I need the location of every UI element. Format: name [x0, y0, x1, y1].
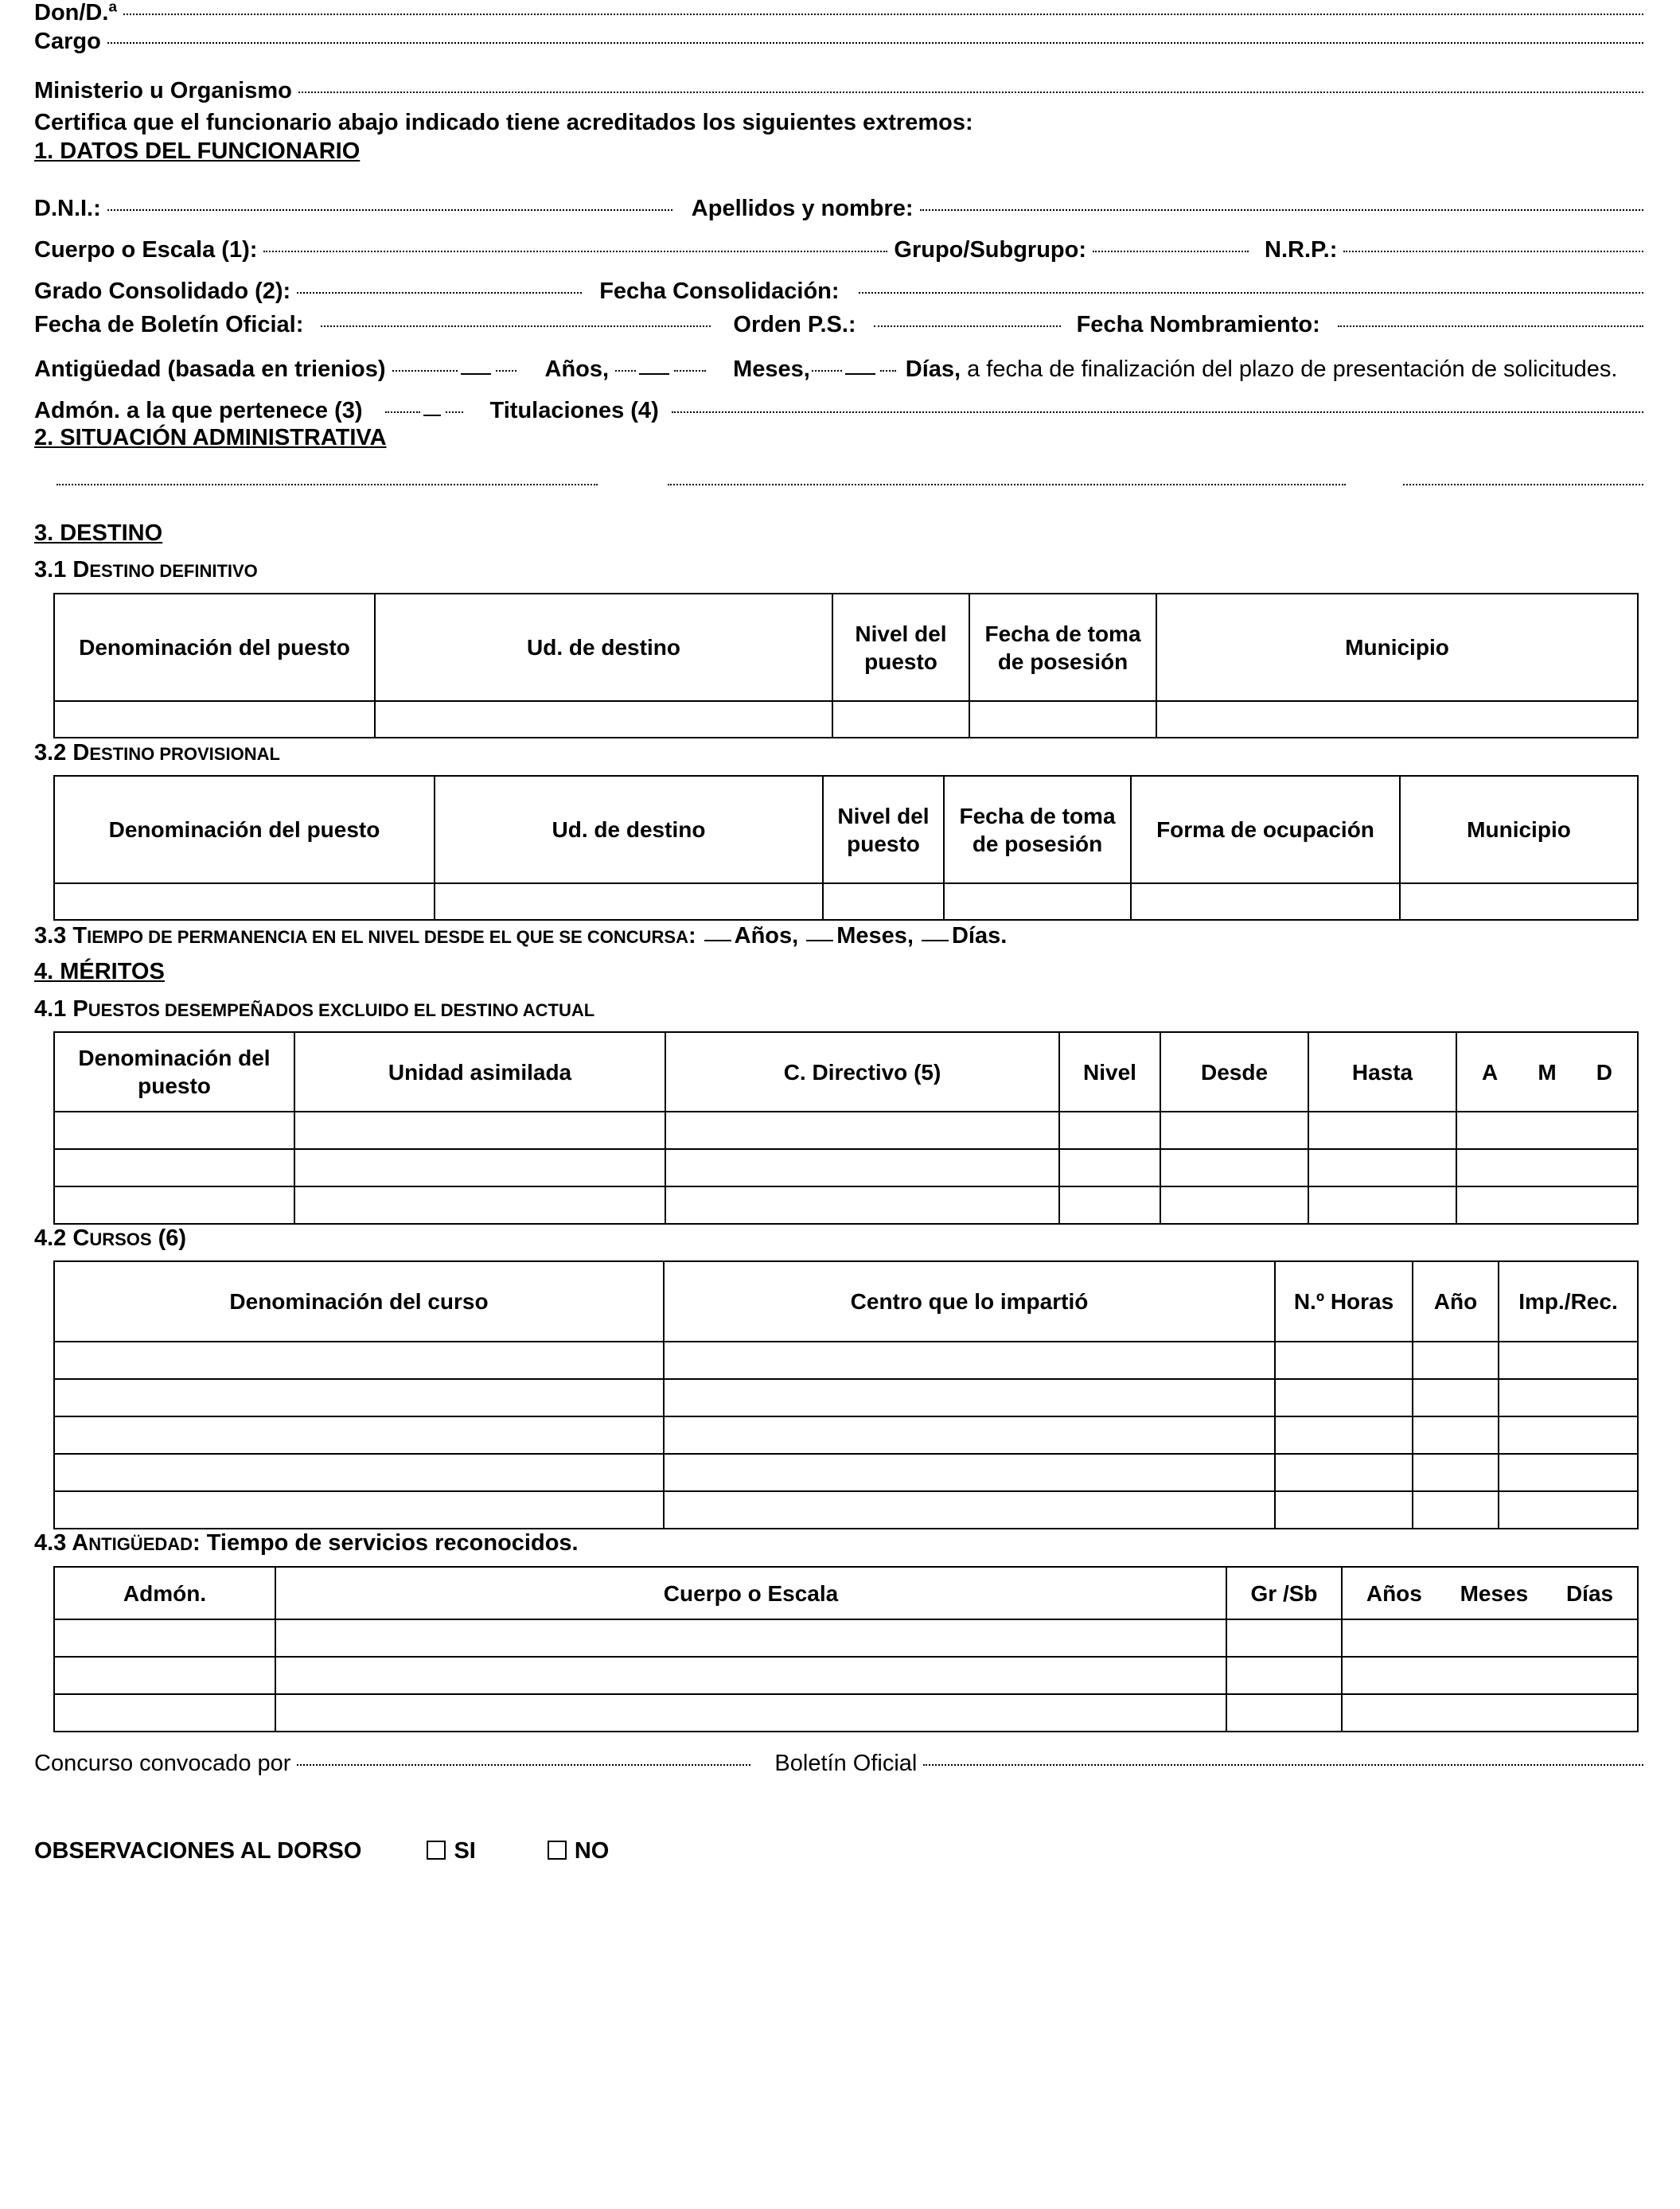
cuerpo-row	[34, 237, 1650, 263]
cell-input[interactable]	[54, 1694, 275, 1732]
anos-dots-2	[674, 370, 706, 372]
cell-input[interactable]	[1059, 1112, 1160, 1149]
situacion-field-2[interactable]	[668, 484, 1346, 485]
anos-dots-1	[615, 370, 636, 372]
fecha-consolidacion-label: Fecha Consolidación:	[599, 279, 840, 304]
col-centro: Centro que lo impartió	[664, 1261, 1275, 1342]
cell-input[interactable]	[54, 1149, 294, 1186]
col-imp-rec: Imp./Rec.	[1499, 1261, 1638, 1342]
fecha-consolidacion-field[interactable]	[859, 292, 1643, 294]
col-horas: N.º Horas	[1275, 1261, 1413, 1342]
s31-heading	[34, 557, 1650, 583]
checkbox-icon[interactable]	[548, 1841, 567, 1860]
antiguedad-row	[34, 356, 1650, 383]
cell-input[interactable]	[1342, 1619, 1638, 1657]
table-row	[54, 1416, 1638, 1454]
col-denominacion: Denominación del puesto	[54, 594, 375, 701]
cell-input[interactable]	[1342, 1657, 1638, 1694]
col-ud-destino: Ud. de destino	[375, 594, 832, 701]
no-label: NO	[574, 1838, 610, 1864]
fecha-boletin-field[interactable]	[321, 325, 711, 327]
cell-input[interactable]	[1400, 883, 1638, 920]
situacion-row	[34, 489, 1650, 490]
cell-input[interactable]	[54, 701, 375, 738]
cell-input[interactable]	[1308, 1149, 1456, 1186]
col-d: D	[1596, 1059, 1612, 1085]
s33-dias-field[interactable]	[922, 940, 949, 941]
cell-input[interactable]	[944, 883, 1131, 920]
meses-dots-1	[812, 370, 842, 372]
cell-input[interactable]	[275, 1657, 1226, 1694]
cell-input[interactable]	[294, 1149, 665, 1186]
cell-input[interactable]	[435, 883, 823, 920]
don-field[interactable]	[123, 14, 1643, 15]
cell-input[interactable]	[275, 1619, 1226, 1657]
s31-rest: ESTINO DEFINITIVO	[89, 561, 258, 581]
cell-input[interactable]	[823, 883, 944, 920]
grado-row	[34, 279, 1650, 305]
cell-input[interactable]	[1413, 1454, 1499, 1491]
don-row	[34, 0, 1650, 26]
s42-note: (6)	[158, 1225, 187, 1251]
s31-title	[34, 557, 258, 583]
cell-input[interactable]	[664, 1416, 1275, 1454]
s32-rest: ESTINO PROVISIONAL	[89, 744, 280, 764]
cell-input[interactable]	[1160, 1186, 1308, 1224]
cell-input[interactable]	[1275, 1416, 1413, 1454]
admon-dots-1	[385, 411, 420, 413]
ministerio-row	[34, 78, 1650, 104]
col-unidad-asimilada: Unidad asimilada	[294, 1032, 665, 1112]
cell-input[interactable]	[1275, 1379, 1413, 1416]
don-label: Don/D.ª	[34, 0, 118, 25]
grado-label: Grado Consolidado (2):	[34, 279, 291, 304]
section1-title-row	[34, 138, 1650, 165]
s33-anos-field[interactable]	[704, 940, 731, 941]
table-puestos-desempenados	[53, 1031, 1639, 1225]
cell-input[interactable]	[1226, 1657, 1342, 1694]
s43-num: 4.3 A	[34, 1530, 89, 1556]
antiguedad-meses-field[interactable]	[639, 373, 669, 375]
cell-input[interactable]	[54, 1112, 294, 1149]
col-amd	[1456, 1032, 1638, 1112]
nrp-label: N.R.P.:	[1265, 237, 1338, 263]
col-anos: Años	[1366, 1580, 1422, 1606]
table-header-row	[54, 594, 1638, 701]
cell-input[interactable]	[1059, 1149, 1160, 1186]
table-header-row	[54, 1261, 1638, 1342]
col-a: A	[1482, 1059, 1499, 1085]
col-admon: Admón.	[54, 1567, 275, 1619]
col-meses: Meses	[1460, 1580, 1529, 1606]
table-row	[54, 1454, 1638, 1491]
cell-input[interactable]	[665, 1149, 1059, 1186]
table-row	[54, 883, 1638, 920]
cell-input[interactable]	[54, 1416, 664, 1454]
cell-input[interactable]	[1456, 1149, 1638, 1186]
cell-input[interactable]	[1160, 1112, 1308, 1149]
antiguedad-dias-field[interactable]	[845, 373, 875, 375]
col-anos-meses-dias	[1342, 1567, 1638, 1619]
s41-title	[34, 996, 594, 1023]
boletin-oficial-field[interactable]	[923, 1764, 1643, 1766]
cell-input[interactable]	[54, 1491, 664, 1529]
cell-input[interactable]	[54, 1379, 664, 1416]
cell-input[interactable]	[969, 701, 1156, 738]
table-row	[54, 1491, 1638, 1529]
col-forma-ocupacion: Forma de ocupación	[1131, 776, 1400, 883]
fecha-nombramiento-field[interactable]	[1338, 325, 1643, 327]
col-nivel: Nivel del puesto	[832, 594, 969, 701]
col-denominacion-curso: Denominación del curso	[54, 1261, 664, 1342]
s42-rest: URSOS	[89, 1229, 152, 1249]
si-option[interactable]	[427, 1838, 475, 1864]
no-option[interactable]	[548, 1838, 610, 1864]
section2-title: 2. SITUACIÓN ADMINISTRATIVA	[34, 425, 387, 450]
dni-label: D.N.I.:	[34, 196, 101, 221]
cell-input[interactable]	[54, 1342, 664, 1379]
cargo-row	[34, 29, 1650, 55]
table-antiguedad	[53, 1566, 1639, 1732]
cell-input[interactable]	[665, 1112, 1059, 1149]
cell-input[interactable]	[1131, 883, 1400, 920]
orden-ps-label: Orden P.S.:	[733, 312, 856, 337]
table-cursos	[53, 1260, 1639, 1529]
col-cuerpo-escala: Cuerpo o Escala	[275, 1567, 1226, 1619]
cell-input[interactable]	[1413, 1379, 1499, 1416]
antiguedad-label: Antigüedad (basada en trienios)	[34, 356, 386, 382]
cell-input[interactable]	[1456, 1112, 1638, 1149]
dias-label: Días,	[905, 356, 961, 382]
situacion-field-1[interactable]	[57, 484, 598, 485]
cell-input[interactable]	[294, 1186, 665, 1224]
s31-num: 3.1 D	[34, 557, 90, 582]
s32-heading	[34, 740, 1650, 766]
col-gr-sb: Gr /Sb	[1226, 1567, 1342, 1619]
table-row	[54, 1112, 1638, 1149]
cell-input[interactable]	[1499, 1342, 1638, 1379]
cell-input[interactable]	[1499, 1416, 1638, 1454]
cell-input[interactable]	[1275, 1454, 1413, 1491]
certifica-row	[34, 110, 1650, 136]
s43-rest: NTIGÜEDAD	[88, 1534, 193, 1554]
cell-input[interactable]	[54, 1619, 275, 1657]
dni-field[interactable]	[107, 209, 672, 211]
concurso-field[interactable]	[297, 1764, 750, 1766]
cell-input[interactable]	[1275, 1491, 1413, 1529]
s33-row	[34, 923, 1650, 949]
col-c-directivo: C. Directivo (5)	[665, 1032, 1059, 1112]
table-header-row	[54, 1567, 1638, 1619]
cell-input[interactable]	[1413, 1416, 1499, 1454]
s33-rest: IEMPO DE PERMANENCIA EN EL NIVEL DESDE EL QUE SE CONCURSA	[87, 927, 688, 947]
admon-dots-2	[446, 411, 463, 413]
s42-title	[34, 1225, 186, 1252]
col-fecha-toma: Fecha de toma de posesión	[944, 776, 1131, 883]
cell-input[interactable]	[1275, 1342, 1413, 1379]
section3-title: 3. DESTINO	[34, 520, 163, 546]
cell-input[interactable]	[1226, 1619, 1342, 1657]
cell-input[interactable]	[1156, 701, 1638, 738]
table-row	[54, 1619, 1638, 1657]
orden-ps-field[interactable]	[874, 325, 1061, 327]
cell-input[interactable]	[1308, 1186, 1456, 1224]
cell-input[interactable]	[54, 1186, 294, 1224]
grado-field[interactable]	[297, 292, 582, 294]
cell-input[interactable]	[1413, 1491, 1499, 1529]
s33-anos-label: Años,	[734, 923, 799, 949]
s33-title: 3.3 TIEMPO DE PERMANENCIA EN EL NIVEL DESDE EL QUE SE CONCURSA:	[34, 923, 696, 949]
table-row	[54, 1379, 1638, 1416]
table-header-row	[54, 1032, 1638, 1112]
cell-input[interactable]	[664, 1342, 1275, 1379]
col-nivel: Nivel del puesto	[823, 776, 944, 883]
observaciones-row	[34, 1838, 1650, 1864]
situacion-field-3[interactable]	[1403, 484, 1643, 485]
checkbox-icon[interactable]	[427, 1841, 446, 1860]
fecha-boletin-row	[34, 312, 1650, 338]
fecha-boletin-label: Fecha de Boletín Oficial:	[34, 312, 304, 337]
cell-input[interactable]	[665, 1186, 1059, 1224]
table-row	[54, 1186, 1638, 1224]
ministerio-label: Ministerio u Organismo	[34, 78, 292, 103]
apellidos-label: Apellidos y nombre:	[691, 196, 914, 221]
cell-input[interactable]	[275, 1694, 1226, 1732]
s33-dias-label: Días.	[951, 923, 1008, 949]
admon-field[interactable]	[423, 415, 441, 416]
titulaciones-field[interactable]	[672, 411, 1643, 413]
cell-input[interactable]	[1226, 1694, 1342, 1732]
nrp-field[interactable]	[1343, 251, 1643, 252]
cell-input[interactable]	[1499, 1454, 1638, 1491]
cell-input[interactable]	[1413, 1342, 1499, 1379]
s43-title	[34, 1530, 579, 1556]
col-nivel: Nivel	[1059, 1032, 1160, 1112]
col-hasta: Hasta	[1308, 1032, 1456, 1112]
apellidos-field[interactable]	[920, 209, 1643, 211]
cuerpo-field[interactable]	[263, 251, 887, 252]
col-municipio: Municipio	[1400, 776, 1638, 883]
cell-input[interactable]	[1059, 1186, 1160, 1224]
cargo-field[interactable]	[107, 42, 1643, 44]
col-dias: Días	[1565, 1580, 1614, 1606]
col-municipio: Municipio	[1156, 594, 1638, 701]
section4-title-row	[34, 959, 1650, 985]
table-row	[54, 1342, 1638, 1379]
s33-num: 3.3 T	[34, 923, 88, 949]
col-fecha-toma: Fecha de toma de posesión	[969, 594, 1156, 701]
dni-row	[34, 196, 1650, 222]
observaciones-label: OBSERVACIONES AL DORSO	[34, 1838, 362, 1864]
cell-input[interactable]	[664, 1454, 1275, 1491]
admon-row	[34, 398, 1650, 424]
s32-title	[34, 740, 280, 766]
s41-rest: UESTOS DESEMPEÑADOS EXCLUIDO EL DESTINO ACTUAL	[88, 1000, 595, 1020]
cell-input[interactable]	[294, 1112, 665, 1149]
concurso-row	[34, 1751, 1650, 1777]
section2-title-row	[34, 425, 1650, 451]
table-row	[54, 1149, 1638, 1186]
s43-note: : Tiempo de servicios reconocidos.	[193, 1530, 579, 1556]
cell-input[interactable]	[664, 1379, 1275, 1416]
table-row	[54, 1657, 1638, 1694]
meses-dots-2	[880, 370, 896, 372]
table-row	[54, 701, 1638, 738]
section4-title: 4. MÉRITOS	[34, 959, 165, 984]
table-row	[54, 1694, 1638, 1732]
s33-meses-label: Meses,	[836, 923, 914, 949]
section1-title: 1. DATOS DEL FUNCIONARIO	[34, 138, 361, 164]
s41-heading	[34, 996, 1650, 1023]
table-destino-definitivo	[53, 593, 1639, 738]
cargo-label: Cargo	[34, 29, 101, 54]
boletin-oficial-label: Boletín Oficial	[774, 1751, 918, 1776]
col-ud-destino: Ud. de destino	[435, 776, 823, 883]
s33-meses-field[interactable]	[806, 940, 833, 941]
cell-input[interactable]	[1308, 1112, 1456, 1149]
titulaciones-label: Titulaciones (4)	[489, 398, 659, 423]
col-desde: Desde	[1160, 1032, 1308, 1112]
col-denominacion: Denominación del puesto	[54, 776, 435, 883]
cell-input[interactable]	[54, 1454, 664, 1491]
cuerpo-label: Cuerpo o Escala (1):	[34, 237, 258, 263]
cell-input[interactable]	[1342, 1694, 1638, 1732]
fecha-nombramiento-label: Fecha Nombramiento:	[1076, 312, 1320, 337]
cell-input[interactable]	[375, 701, 832, 738]
cell-input[interactable]	[1160, 1149, 1308, 1186]
cell-input[interactable]	[1499, 1491, 1638, 1529]
concurso-label: Concurso convocado por	[34, 1751, 291, 1776]
s43-heading	[34, 1530, 1650, 1556]
cell-input[interactable]	[1456, 1186, 1638, 1224]
admon-label: Admón. a la que pertenece (3)	[34, 398, 363, 423]
cell-input[interactable]	[54, 883, 435, 920]
section3-title-row	[34, 520, 1650, 547]
table-destino-provisional	[53, 775, 1639, 921]
cell-input[interactable]	[664, 1491, 1275, 1529]
ministerio-field[interactable]	[298, 92, 1643, 93]
col-m: M	[1538, 1059, 1557, 1085]
anos-label: Años,	[544, 356, 610, 382]
s41-num: 4.1 P	[34, 996, 88, 1022]
cell-input[interactable]	[54, 1657, 275, 1694]
antiguedad-dots-1	[392, 370, 458, 372]
cell-input[interactable]	[832, 701, 969, 738]
meses-label: Meses,	[733, 356, 810, 382]
s42-heading	[34, 1225, 1650, 1252]
cell-input[interactable]	[1499, 1379, 1638, 1416]
col-denominacion: Denominación del puesto	[54, 1032, 294, 1112]
antiguedad-dots-2	[496, 370, 516, 372]
certifica-text: Certifica que el funcionario abajo indicado tiene acreditados los siguientes extremos:	[34, 110, 973, 135]
s32-num: 3.2 D	[34, 740, 90, 766]
grupo-label: Grupo/Subgrupo:	[894, 237, 1087, 263]
dias-suffix: a fecha de finalización del plazo de presentación de solicitudes.	[967, 356, 1618, 382]
col-ano: Año	[1413, 1261, 1499, 1342]
table-header-row	[54, 776, 1638, 883]
si-label: SI	[454, 1838, 476, 1864]
s42-num: 4.2 C	[34, 1225, 90, 1251]
grupo-field[interactable]	[1093, 251, 1249, 252]
antiguedad-anos-field[interactable]	[461, 373, 491, 375]
